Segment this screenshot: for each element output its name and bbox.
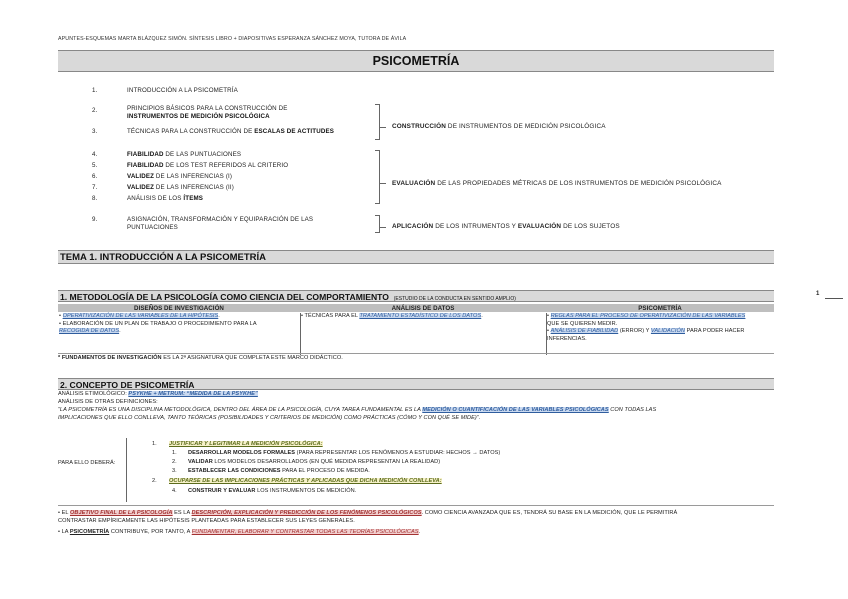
toc-number: 5.: [92, 162, 98, 169]
toc-item-2: PRINCIPIOS BÁSICOS PARA LA CONSTRUCCIÓN DE INSTRUMENTOS DE MEDICIÓN PSICOLÓGICA: [127, 105, 288, 120]
column-divider: [300, 313, 301, 355]
subitem-4: CONSTRUIR Y EVALUAR LOS INSTRUMENTOS DE MEDICIÓN.: [188, 488, 357, 494]
subitem-1: DESARROLLAR MODELOS FORMALES (PARA REPRESENTAR LOS FENÓMENOS A ESTUDIAR: HECHOS → DATOS): [188, 450, 501, 456]
divider: [58, 505, 774, 506]
footnote: * FUNDAMENTOS DE INVESTIGACIÓN ES LA 2ª ASIGNATURA QUE COMPLETA ESTE MARCO DIDÁCTICO.: [58, 355, 343, 361]
etym-line: ANÁLISIS ETIMOLÓGICO: PSYKHE + METRUM: “MEDIDA DE LA PSYKHE”: [58, 391, 258, 397]
hl-objetivo: OBJETIVO FINAL DE LA PSICOLOGÍA: [69, 510, 173, 516]
toc-item-7: VALIDEZ DE LAS INFERENCIAS (II): [127, 184, 234, 191]
hl-recogida: RECOGIDA DE DATOS: [59, 328, 120, 335]
cell-disenos: • OPERATIVIZACIÓN DE LAS VARIABLES DE LA HIPÓTESIS. • ELABORACIÓN DE UN PLAN DE TRABAJO O PROCEDIMIENTO PARA LA RECOGIDA DE DATOS.: [59, 313, 257, 335]
column-divider: [546, 313, 547, 355]
cell-analisis: • TÉCNICAS PARA EL TRATAMIENTO ESTADÍSTICO DE LOS DATOS.: [301, 313, 483, 319]
brace-evaluacion: [375, 150, 380, 204]
table-bottom-rule: [58, 353, 774, 354]
subitem-1-number: 1.: [172, 450, 177, 456]
hl-etymology: PSYKHE + METRUM: “MEDIDA DE LA PSYKHE”: [128, 391, 258, 397]
toc-number: 2.: [92, 107, 98, 114]
document-title: PSICOMETRÍA: [58, 50, 774, 72]
para-ello-bracket: [126, 438, 127, 502]
group-evaluacion: EVALUACIÓN DE LAS PROPIEDADES MÉTRICAS DE LOS INSTRUMENTOS DE MEDICIÓN PSICOLÓGICA: [392, 180, 722, 187]
hl-reglas: REGLAS PARA EL PROCESO DE OPERATIVIZACIÓN DE LAS VARIABLES: [550, 313, 746, 319]
toc-item-8: ANÁLISIS DE LOS ÍTEMS: [127, 195, 204, 202]
objective-paragraph: • EL OBJETIVO FINAL DE LA PSICOLOGÍA ES LA DESCRIPCIÓN, EXPLICACIÓN Y PREDICCIÓN DE LOS FENÓMENOS PSICOLÓGICOS. COMO CIENCIA AVANZADA QUE ES, TENDRÁ SU BASE EN LA MEDICIÓN, QUE LE PERMITIRÁ CONTRASTAR EMPÍRICAMENTE LAS HIPÓTESIS PLANTEADAS PARA ESTABLECER SUS LEYES GENERALES.: [58, 510, 678, 524]
toc-item-5: FIABILIDAD DE LOS TEST REFERIDOS AL CRITERIO: [127, 162, 289, 169]
page-number: 1: [816, 291, 820, 297]
other-defs-label: ANÁLISIS DE OTRAS DEFINICIONES:: [58, 399, 158, 405]
col-header-analisis: ANÁLISIS DE DATOS: [300, 304, 546, 312]
tema-heading: TEMA 1. INTRODUCCIÓN A LA PSICOMETRÍA: [58, 250, 774, 264]
toc-item-3: TÉCNICAS PARA LA CONSTRUCCIÓN DE ESCALAS DE ACTITUDES: [127, 128, 335, 135]
item-1: JUSTIFICAR Y LEGITIMAR LA MEDICIÓN PSICOLÓGICA:: [169, 441, 323, 447]
toc-number: 7.: [92, 184, 98, 191]
toc-item-9: ASIGNACIÓN, TRANSFORMACIÓN Y EQUIPARACIÓN DE LAS PUNTUACIONES: [127, 216, 314, 231]
toc-item-6: VALIDEZ DE LAS INFERENCIAS (I): [127, 173, 233, 180]
definition-quote: “LA PSICOMETRÍA ES UNA DISCIPLINA METODOLÓGICA, DENTRO DEL ÁREA DE LA PSICOLOGÍA, CUYA TAREA FUNDAMENTAL ES LA MEDICIÓN O CUANTIFICACIÓN DE LAS VARIABLES PSICOLÓGICAS CON TODAS LAS IMPLICACIONES QUE ELLO CONLLEVA, TANTO TEÓRICAS (POSIBILIDADES Y CRITERIOS DE MEDICIÓN) COMO PRÁCTICAS (CÓMO Y CON QUÉ SE MIDE)”.: [58, 407, 657, 421]
hl-fiabilidad: ANÁLISIS DE FIABILIDAD: [550, 328, 619, 335]
subitem-4-number: 4.: [172, 488, 177, 494]
toc-item-4: FIABILIDAD DE LAS PUNTUACIONES: [127, 151, 242, 158]
para-ello-label: PARA ELLO DEBERÁ:: [58, 460, 116, 466]
hl-tratamiento: TRATAMIENTO ESTADÍSTICO DE LOS DATOS: [359, 313, 482, 319]
item-1-number: 1.: [152, 441, 157, 447]
toc-item-1: INTRODUCCIÓN A LA PSICOMETRÍA: [127, 87, 238, 94]
brace-tick: [380, 183, 386, 184]
psicometria-paragraph: • LA PSICOMETRÍA CONTRIBUYE, POR TANTO, A FUNDAMENTAR, ELABORAR Y CONTRASTAR TODAS LAS TEORÍAS PSICOLÓGICAS.: [58, 529, 421, 535]
methodology-table: [58, 304, 774, 344]
subitem-2: VALIDAR LOS MODELOS DESARROLLADOS (EN QUÉ MEDIDA REPRESENTAN LA REALIDAD): [188, 459, 441, 465]
hl-descripcion: DESCRIPCIÓN, EXPLICACIÓN Y PREDICCIÓN DE LOS FENÓMENOS PSICOLÓGICOS: [191, 510, 422, 516]
toc-number: 1.: [92, 87, 98, 94]
brace-aplicacion: [375, 215, 380, 233]
section-2-heading: 2. CONCEPTO DE PSICOMETRÍA: [58, 378, 774, 390]
toc-number: 8.: [92, 195, 98, 202]
subitem-2-number: 2.: [172, 459, 177, 465]
group-construccion: CONSTRUCCIÓN DE INSTRUMENTOS DE MEDICIÓN PSICOLÓGICA: [392, 123, 606, 130]
toc-number: 6.: [92, 173, 98, 180]
hl-medicion: MEDICIÓN O CUANTIFICACIÓN DE LAS VARIABLES PSICOLÓGICAS: [422, 407, 609, 413]
item-2: OCUPARSE DE LAS IMPLICACIONES PRÁCTICAS Y APLICADAS QUE DICHA MEDICIÓN CONLLEVA:: [169, 478, 442, 484]
subitem-3-number: 3.: [172, 468, 177, 474]
col-header-psicometria: PSICOMETRÍA: [546, 304, 774, 312]
toc-number: 9.: [92, 216, 98, 223]
brace-tick: [380, 127, 386, 128]
header-line: APUNTES-ESQUEMAS MARTA BLÁZQUEZ SIMÓN. SÍNTESIS LIBRO + DIAPOSITIVAS ESPERANZA SÁNCHEZ MOYA, TUTORA DE ÁVILA: [58, 36, 407, 42]
group-aplicacion: APLICACIÓN DE LOS INTRUMENTOS Y EVALUACIÓN DE LOS SUJETOS: [392, 223, 620, 230]
item-2-number: 2.: [152, 478, 157, 484]
toc-number: 4.: [92, 151, 98, 158]
page-number-line: [825, 298, 843, 299]
brace-tick: [380, 227, 386, 228]
brace-construccion: [375, 104, 380, 140]
toc-number: 3.: [92, 128, 98, 135]
hl-operativizacion: OPERATIVIZACIÓN DE LAS VARIABLES DE LA HIPÓTESIS: [62, 313, 219, 319]
hl-validacion: VALIDACIÓN: [650, 328, 685, 335]
subitem-3: ESTABLECER LAS CONDICIONES PARA EL PROCESO DE MEDIDA.: [188, 468, 370, 474]
cell-psicometria: • REGLAS PARA EL PROCESO DE OPERATIVIZACIÓN DE LAS VARIABLES QUE SE QUIEREN MEDIR. • ANÁLISIS DE FIABILIDAD (ERROR) Y VALIDACIÓN PARA PODER HACER INFERENCIAS.: [547, 313, 746, 342]
section-1-heading: 1. METODOLOGÍA DE LA PSICOLOGÍA COMO CIENCIA DEL COMPORTAMIENTO (ESTUDIO DE LA CONDUCTA EN SENTIDO AMPLIO): [58, 290, 774, 302]
col-header-disenos: DISEÑOS DE INVESTIGACIÓN: [58, 304, 300, 312]
hl-fundamentar: FUNDAMENTAR, ELABORAR Y CONTRASTAR TODAS LAS TEORÍAS PSICOLÓGICAS: [191, 529, 419, 535]
